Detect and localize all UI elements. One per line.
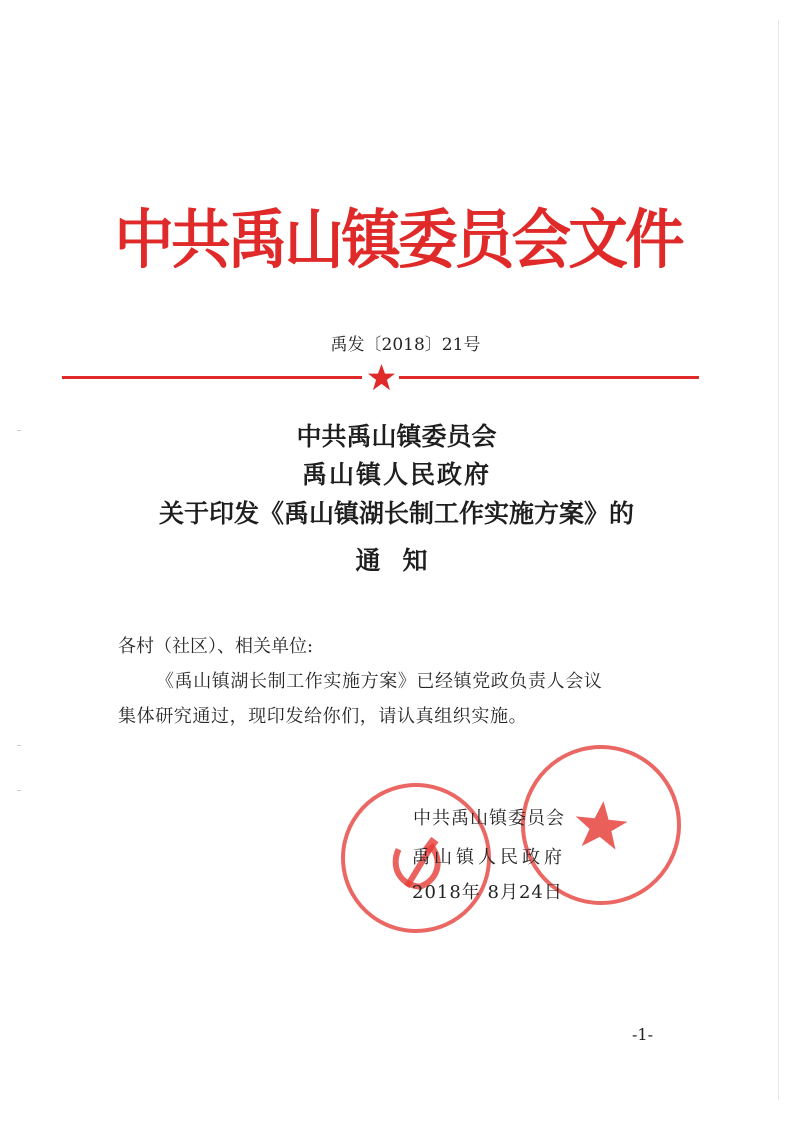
title-notice: 通知: [355, 546, 450, 575]
red-separator-right: [399, 376, 699, 379]
red-separator-left: [62, 376, 362, 379]
binding-mark: [17, 790, 21, 791]
document-number: 禹发〔2018〕21号: [330, 335, 481, 355]
body-paragraph-line: 《禹山镇湖长制工作实施方案》已经镇党政负责人会议: [156, 671, 603, 692]
salutation: 各村（社区）、相关单位:: [118, 636, 314, 657]
title-issuer-government: 禹山镇人民政府: [301, 460, 491, 489]
red-star-icon: [367, 363, 396, 392]
body-paragraph-line: 集体研究通过，现印发给你们，请认真组织实施。: [118, 706, 528, 727]
title-issuer-party: 中共禹山镇委员会: [296, 422, 497, 451]
signature-government: 禹山镇人民政府: [412, 847, 566, 868]
signature-date: 2018年 8月24日: [412, 882, 563, 903]
signature-party-committee: 中共禹山镇委员会: [413, 808, 565, 829]
binding-mark: [17, 745, 21, 746]
title-subject: 关于印发《禹山镇湖长制工作实施方案》的: [158, 499, 634, 528]
masthead-title: 中共禹山镇委员会文件: [114, 203, 682, 278]
page-number: -1-: [632, 1025, 653, 1044]
